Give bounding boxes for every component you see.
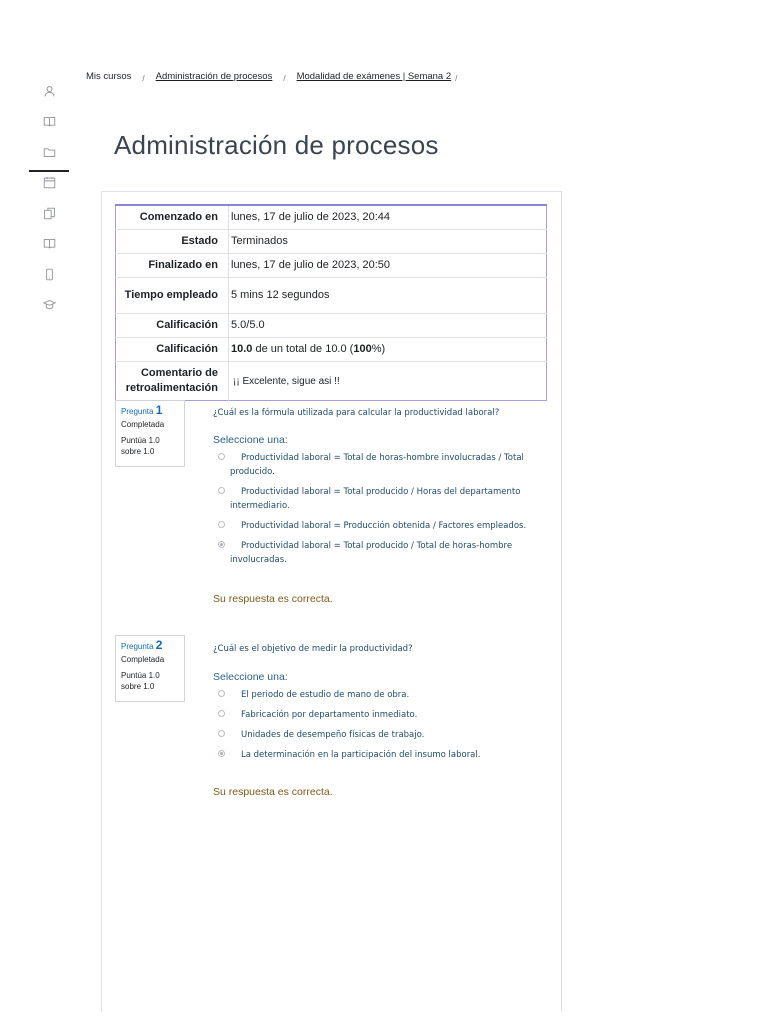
breadcrumb-separator: / <box>283 74 286 83</box>
radio-button[interactable] <box>218 487 225 494</box>
summary-value: lunes, 17 de julio de 2023, 20:44 <box>229 205 547 230</box>
breadcrumb-course-link[interactable]: Administración de procesos <box>155 71 273 82</box>
answer-prompt: Seleccione una: <box>213 434 288 446</box>
summary-label: Comentario de retroalimentación <box>116 362 229 401</box>
answer-label: Productividad laboral = Producción obtenida / Factores empleados. <box>241 521 527 531</box>
summary-label: Tiempo empleado <box>116 278 229 314</box>
question-grade-max: sobre 1.0 <box>121 682 155 691</box>
summary-value: Terminados <box>229 230 547 254</box>
answer-option[interactable] <box>217 688 542 702</box>
summary-row-finished <box>116 254 547 278</box>
answer-label: Fabricación por departamento inmediato. <box>241 710 418 720</box>
answer-label: Unidades de desempeño físicas de trabajo. <box>241 730 425 740</box>
summary-label: Comenzado en <box>139 211 218 223</box>
answer-label: El periodo de estudio de mano de obra. <box>241 690 410 700</box>
summary-row-feedback <box>116 362 547 401</box>
grade-percent: 100 <box>353 343 372 355</box>
radio-button[interactable] <box>218 453 225 460</box>
page-title: Administración de procesos <box>114 130 439 160</box>
answer-label: La determinación en la participación del insumo laboral. <box>241 750 481 760</box>
summary-row-time <box>116 278 547 314</box>
question-info-2 <box>115 635 185 702</box>
question-info-1 <box>115 400 185 467</box>
summary-value: 5 mins 12 segundos <box>229 278 547 314</box>
grade-score: 10.0 <box>231 343 253 355</box>
book-icon[interactable] <box>28 229 70 260</box>
answer-option[interactable] <box>217 728 542 742</box>
question-grade: Puntúa 1.0 <box>121 436 160 445</box>
question-number: 2 <box>155 638 163 652</box>
summary-value: lunes, 17 de julio de 2023, 20:50 <box>229 254 547 278</box>
breadcrumb-separator: / <box>142 74 145 83</box>
breadcrumb-separator: / <box>455 74 458 83</box>
radio-button[interactable] <box>218 730 225 737</box>
answer-feedback: Su respuesta es correcta. <box>213 786 333 798</box>
question-text: ¿Cuál es la fórmula utilizada para calcular la productividad laboral? <box>213 408 500 418</box>
radio-button[interactable] <box>218 521 225 528</box>
summary-row-grade <box>116 338 547 362</box>
calendar-icon[interactable] <box>28 168 70 199</box>
breadcrumb-my-courses[interactable]: Mis cursos <box>86 71 132 82</box>
summary-label: Estado <box>116 230 229 254</box>
summary-label: Finalizado en <box>116 254 229 278</box>
answer-options <box>217 451 542 573</box>
question-grade-max: sobre 1.0 <box>121 447 155 456</box>
answer-option[interactable] <box>217 708 542 722</box>
answer-label: Productividad laboral = Total producido / Total de horas-hombre involucradas. <box>230 541 513 565</box>
radio-button-selected[interactable] <box>218 541 225 548</box>
answer-feedback: Su respuesta es correcta. <box>213 593 333 605</box>
radio-button[interactable] <box>218 710 225 717</box>
copy-icon[interactable] <box>28 198 70 229</box>
mobile-icon[interactable] <box>28 259 70 290</box>
question-state: Completada <box>121 420 165 429</box>
answer-option[interactable] <box>217 485 542 513</box>
user-icon[interactable] <box>28 76 70 107</box>
breadcrumb-quiz-link[interactable]: Modalidad de exámenes | Semana 2 <box>296 71 452 82</box>
radio-button-selected[interactable] <box>218 750 225 757</box>
radio-button[interactable] <box>218 690 225 697</box>
summary-row-marks <box>116 314 547 338</box>
summary-value: 5.0/5.0 <box>229 314 547 338</box>
summary-value: ¡¡ Excelente, sigue asi !! <box>229 362 547 401</box>
grade-percent-sign: %) <box>371 343 386 355</box>
answer-option[interactable] <box>217 519 542 533</box>
question-label: Pregunta <box>121 642 154 651</box>
question-text: ¿Cuál es el objetivo de medir la productividad? <box>213 644 413 654</box>
left-drawer-nav <box>28 76 70 320</box>
book-icon[interactable] <box>28 107 70 138</box>
summary-label: Calificación <box>116 314 229 338</box>
folder-icon[interactable] <box>28 137 70 168</box>
question-grade: Puntúa 1.0 <box>121 671 160 680</box>
grade-total: de un total de 10.0 ( <box>252 343 354 355</box>
graduation-cap-icon[interactable] <box>28 290 70 321</box>
question-number: 1 <box>155 403 163 417</box>
attempt-summary-table <box>115 204 547 401</box>
summary-label: Calificación <box>116 338 229 362</box>
answer-prompt: Seleccione una: <box>213 671 288 683</box>
summary-row-state <box>116 230 547 254</box>
answer-label: Productividad laboral = Total de horas-hombre involucradas / Total producido. <box>230 453 524 477</box>
answer-option[interactable] <box>217 748 542 762</box>
summary-value <box>229 338 547 362</box>
answer-option[interactable] <box>217 451 542 479</box>
answer-option[interactable] <box>217 539 542 567</box>
answer-options <box>217 688 542 768</box>
question-state: Completada <box>121 655 165 664</box>
answer-label: Productividad laboral = Total producido / Horas del departamento intermediario. <box>230 487 521 511</box>
question-label: Pregunta <box>121 407 154 416</box>
breadcrumb <box>86 71 468 82</box>
summary-row-started <box>116 205 547 230</box>
